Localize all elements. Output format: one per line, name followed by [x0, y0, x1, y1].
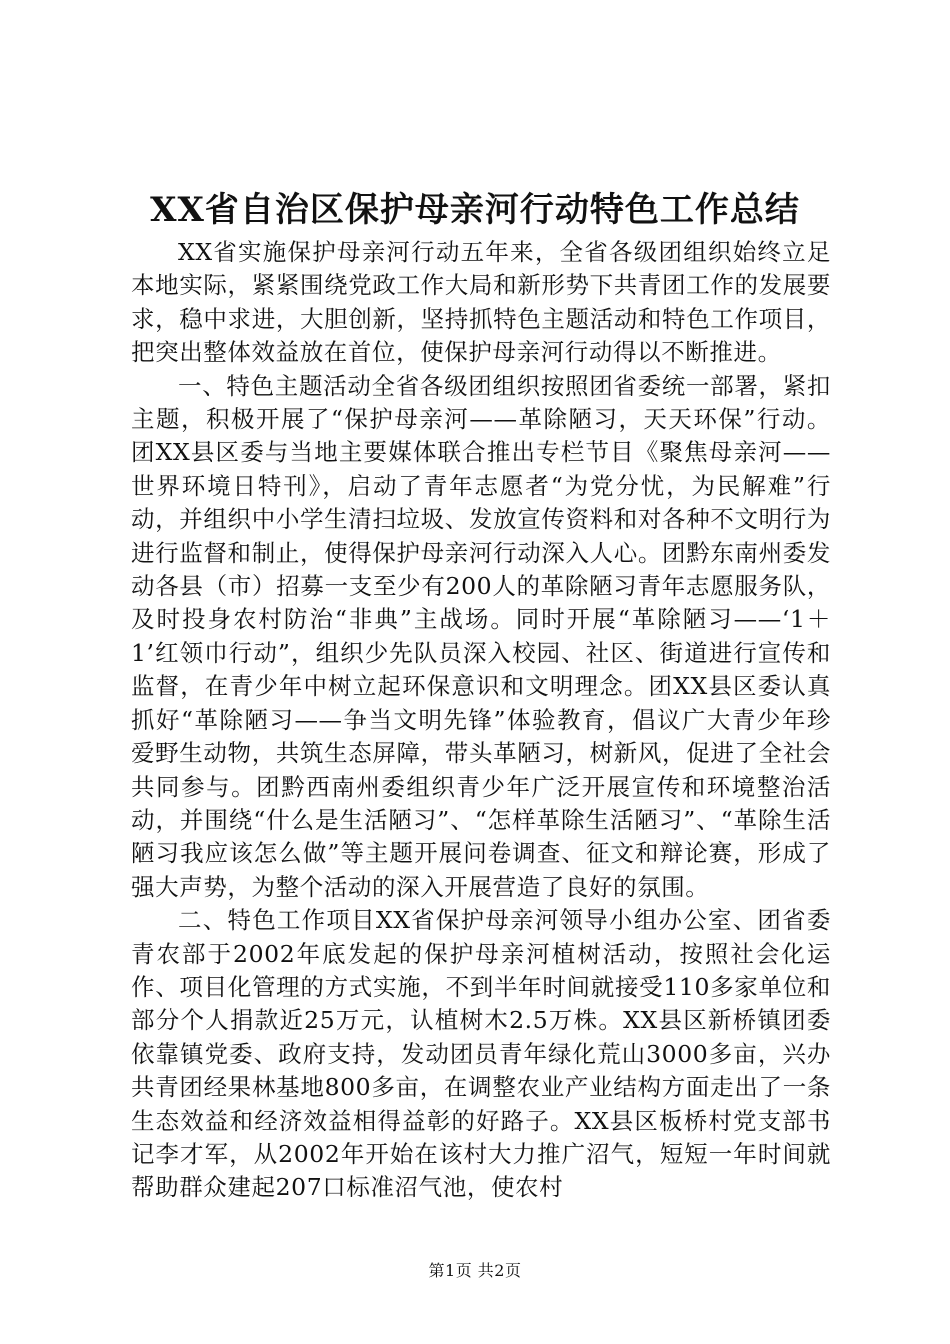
paragraph-intro: XX省实施保护母亲河行动五年来，全省各级团组织始终立足本地实际，紧紧围绕党政工作大局和新形势下共青团工作的发展要求，稳中求进，大胆创新，坚持抓特色主题活动和特色工作项目，把突出整体效益放在首位，使保护母亲河行动得以不断推进。	[131, 238, 831, 367]
paragraph-section-1: 一、特色主题活动全省各级团组织按照团省委统一部署，紧扣主题，积极开展了“保护母亲河——革除陋习，天天环保”行动。团XX县区委与当地主要媒体联合推出专栏节目《聚焦母亲河——世界环境日特刊》，启动了青年志愿者“为党分忧，为民解难”行动，并组织中小学生清扫垃圾、发放宣传资料和对各种不文明行为进行监督和制止，使得保护母亲河行动深入人心。团黔东南州委发动各县（市）招募一支至少有200人的革除陋习青年志愿服务队，及时投身农村防治“非典”主战场。同时开展“革除陋习——‘1＋1’红领巾行动”，组织少先队员深入校园、社区、街道进行宣传和监督，在青少年中树立起环保意识和文明理念。团XX县区委认真抓好“革除陋习——争当文明先锋”体验教育，倡议广大青少年珍爱野生动物，共筑生态屏障，带头革陋习，树新风，促进了全社会共同参与。团黔西南州委组织青少年广泛开展宣传和环境整治活动，并围绕“什么是生活陋习”、“怎样革除生活陋习”、“革除生活陋习我应该怎么做”等主题开展问卷调查、征文和辩论赛，形成了强大声势，为整个活动的深入开展营造了良好的氛围。	[131, 371, 831, 901]
page-footer: 第1页 共2页	[428, 1261, 522, 1280]
document-body	[131, 236, 831, 1205]
paragraph-section-2: 二、特色工作项目XX省保护母亲河领导小组办公室、团省委青农部于2002年底发起的保护母亲河植树活动，按照社会化运作、项目化管理的方式实施，不到半年时间就接受110多家单位和部分个人捐款近25万元，认植树木2.5万株。XX县区新桥镇团委依靠镇党委、政府支持，发动团员青年绿化荒山3000多亩，兴办共青团经果林基地800多亩，在调整农业产业结构方面走出了一条生态效益和经济效益相得益彰的好路子。XX县区板桥村党支部书记李才军，从2002年开始在该村大力推广沼气，短短一年时间就帮助群众建起207口标准沼气池，使农村	[131, 906, 831, 1202]
document-title: XX省自治区保护母亲河行动特色工作总结	[150, 190, 800, 230]
